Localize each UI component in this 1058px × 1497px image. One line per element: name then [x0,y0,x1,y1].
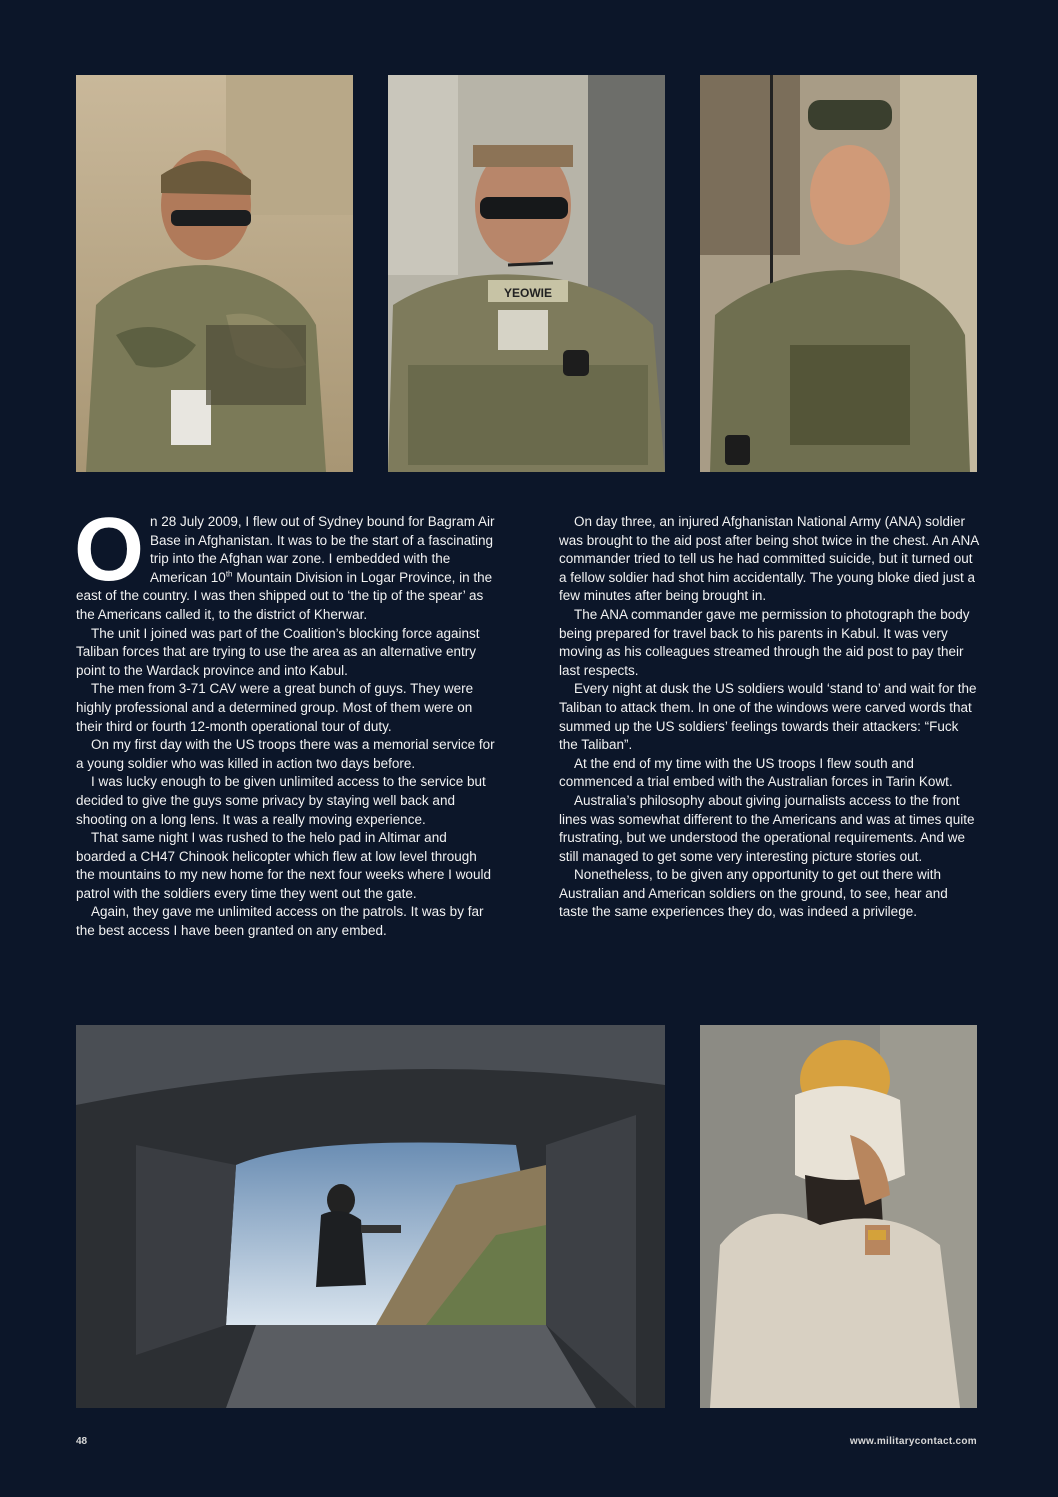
photo-soldier-smiling [700,75,977,472]
page-number: 48 [76,1436,88,1447]
photo-soldier-headset [388,75,665,472]
article-paragraph: At the end of my time with the US troops I flew south and commenced a trial embed with the Australian forces in Tarin Kowt. [559,755,953,790]
photo-chinook-door-gunner [76,1025,665,1408]
footer-url: www.militarycontact.com [849,1436,977,1447]
photo-afghan-elder [700,1025,977,1408]
article-paragraph: The ANA commander gave me permission to photograph the body being prepared for travel back to his parents in Kabul. It was very moving as his colleagues streamed through the aid post to pay their last respects. [559,606,970,678]
article-paragraph: On my first day with the US troops there was a memorial service for a young soldier who was killed in action two days before. [76,737,495,771]
article-column-right [559,513,979,922]
article-paragraph: Again, they gave me unlimited access on the patrols. It was by far the best access I have been granted on any embed. [76,904,484,939]
article-paragraph: Nonetheless, to be given any opportunity to get out there with Australian and American soldiers on the ground, to see, hear and taste the same experiences they do, was indeed a privilege. [559,867,948,920]
article-paragraph: That same night I was rushed to the helo pad in Altimar and boarded a CH47 Chinook helicopter which flew at low level through the mountains to my new home for the next four weeks where I would patrol with the soldiers every time they went out the gate. [76,830,491,901]
article-column-left [74,500,496,941]
article-paragraph: Australia’s philosophy about giving journalists access to the front lines was somewhat different to the Americans and was at times quite frustrating, but we understood the operational requirements. And we still managed to get some very interesting picture stories out. [559,792,975,864]
article-paragraph: Every night at dusk the US soldiers would ‘stand to’ and wait for the Taliban to attack them. In one of the windows were carved words that summed up the US soldiers’ feelings towards their attackers: “Fuck the Taliban”. [559,681,977,753]
article-paragraph: I was lucky enough to be given unlimited access to the service but decided to give the guys some privacy by staying well back and shooting on a long lens. It was a really moving experience. [76,774,486,827]
drop-cap: O [74,500,145,600]
photo-soldier-headband [76,75,353,472]
name-tape-text: YEOWIE [503,286,553,300]
article-paragraph: On day three, an injured Afghanistan National Army (ANA) soldier was brought to the aid post after being shot twice in the chest. An ANA commander tried to tell us he had committed suicide, but it turned out a fellow soldier had shot him accidentally. The young bloke died just a few minutes after being brought in. [559,514,979,604]
article-paragraph: On 28 July 2009, I flew out of Sydney bound for Bagram Air Base in Afghanistan. It was to be the start of a fascinating trip into the Afghan war zone. I embedded with the American 10th Mountain Division in Logar Province, in the east of the country. I was then shipped out to ‘the tip of the spear’ as the Americans called it, to the district of Kherwar. [74,500,495,622]
article-paragraph: The men from 3-71 CAV were a great bunch of guys. They were highly professional and a determined group. Most of them were on their third or fourth 12-month operational tour of duty. [76,681,474,734]
article-paragraph: The unit I joined was part of the Coalition’s blocking force against Taliban forces that are trying to use the area as an alternative entry point to the Wardack province and into Kabul. [76,625,480,678]
